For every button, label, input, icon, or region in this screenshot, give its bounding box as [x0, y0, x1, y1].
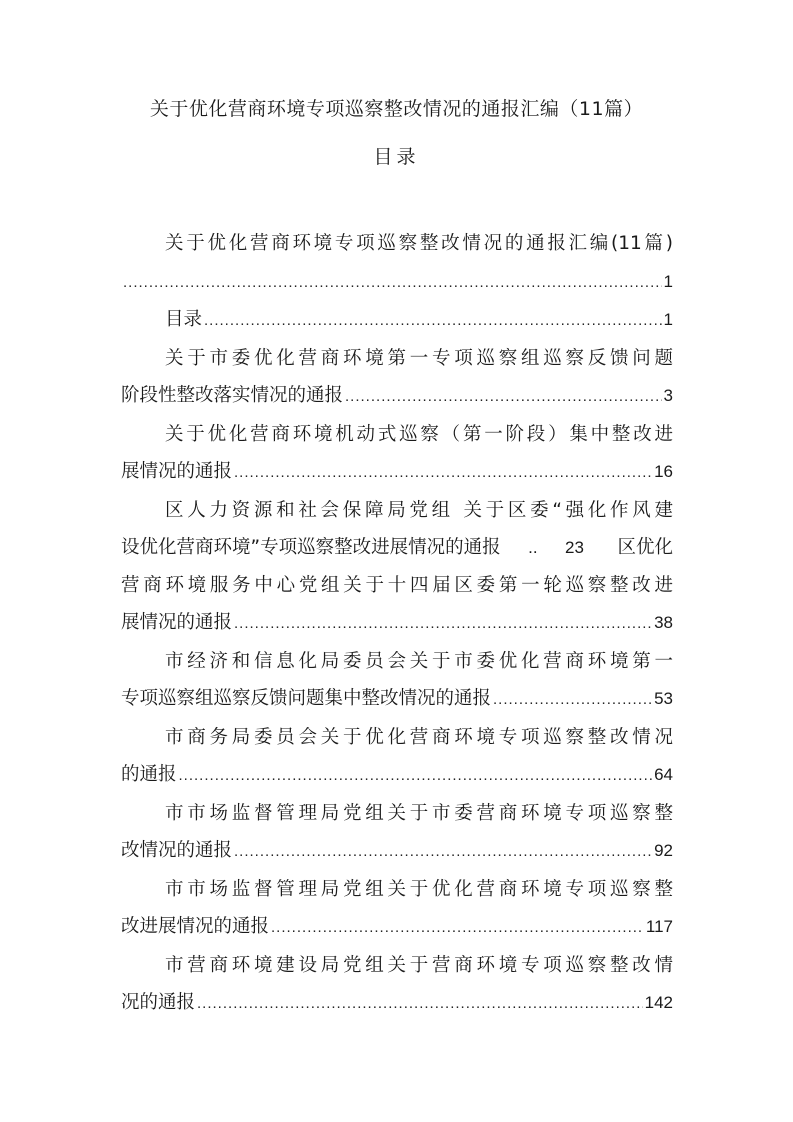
toc-entry[interactable]: [121, 225, 673, 301]
toc-page-number: 23: [565, 538, 584, 557]
toc-entry-title: 市市场监督管理局党组关于市委营商环境专项巡察整: [165, 802, 673, 824]
toc-entry-title-cont: 改情况的通报: [121, 840, 233, 861]
dot-leader: [234, 833, 652, 871]
dot-leader: [234, 454, 652, 492]
toc-entry-title: 市商务局委员会关于优化营商环境专项巡察整改情况: [165, 726, 673, 748]
toc-page-number: 64: [654, 765, 673, 784]
dot-leader: [179, 757, 653, 795]
toc-entry[interactable]: [121, 947, 673, 1023]
dot-leader-short: ..: [528, 538, 538, 557]
document-title: 关于优化营商环境专项巡察整改情况的通报汇编（11篇）: [149, 98, 644, 120]
toc-entry-title-next: 区优化: [617, 537, 673, 558]
toc-page-number: 92: [654, 841, 673, 860]
toc-entry-title-cont: 展情况的通报: [121, 461, 233, 482]
toc-entry-title-cont: 营商环境服务中心党组关于十四届区委第一轮巡察整改进: [121, 574, 673, 596]
toc-entry-title-cont: 况的通报: [121, 992, 196, 1013]
toc-page-number: 117: [645, 917, 673, 936]
toc-entry-title: 关于优化营商环境机动式巡察（第一阶段）集中整改进: [165, 423, 673, 445]
toc-entry[interactable]: [121, 416, 673, 492]
toc-entry[interactable]: [121, 301, 673, 340]
toc-entry-title-cont: 阶段性整改落实情况的通报: [121, 385, 344, 406]
toc-entry-title-cont: 专项巡察组巡察反馈问题集中整改情况的通报: [121, 688, 492, 709]
dot-leader: [204, 302, 662, 340]
toc-page-number: 1: [663, 271, 673, 291]
toc-entry[interactable]: [121, 795, 673, 871]
toc-entry-title-cont: 设优化营商环境”专项巡察整改进展情况的通报: [121, 537, 501, 558]
toc-entry-title: 市经济和信息化局委员会关于市委优化营商环境第一: [165, 650, 673, 672]
toc-entry[interactable]: [121, 871, 673, 947]
toc-page-number: 53: [654, 689, 673, 708]
toc-entry-title: 市营商环境建设局党组关于营商环境专项巡察整改情: [165, 954, 673, 976]
document-subtitle: 目录: [373, 146, 420, 168]
dot-leader: [197, 985, 643, 1023]
toc-entry-title: 目录: [165, 309, 203, 330]
toc-entry-title-cont: 的通报: [121, 764, 177, 785]
toc-page-number: 3: [663, 386, 673, 405]
dot-leader: [493, 681, 652, 719]
toc-entry-title: 关于市委优化营商环境第一专项巡察组巡察反馈问题: [165, 347, 673, 369]
toc-entry-title: 关于优化营商环境专项巡察整改情况的通报汇编(11篇): [165, 233, 673, 254]
toc-page-number: 142: [644, 993, 673, 1012]
toc-entry-title: 市市场监督管理局党组关于优化营商环境专项巡察整: [165, 878, 673, 900]
toc-page-number: 1: [663, 310, 673, 329]
dot-leader: [271, 909, 644, 947]
toc-entry[interactable]: [121, 492, 673, 643]
toc-page-number: 16: [654, 462, 673, 481]
toc-entry[interactable]: [121, 340, 673, 416]
toc-page-number: 38: [654, 613, 673, 632]
dot-leader: [123, 264, 662, 302]
table-of-contents: [121, 225, 673, 1023]
toc-entry-title-cont: 改进展情况的通报: [121, 916, 270, 937]
dot-leader: [234, 605, 652, 643]
toc-entry[interactable]: [121, 643, 673, 719]
toc-entry-title: 区人力资源和社会保障局党组 关于区委“强化作风建: [165, 499, 673, 521]
dot-leader: [345, 378, 662, 416]
toc-entry[interactable]: [121, 719, 673, 795]
toc-entry-title-cont: 展情况的通报: [121, 612, 233, 633]
